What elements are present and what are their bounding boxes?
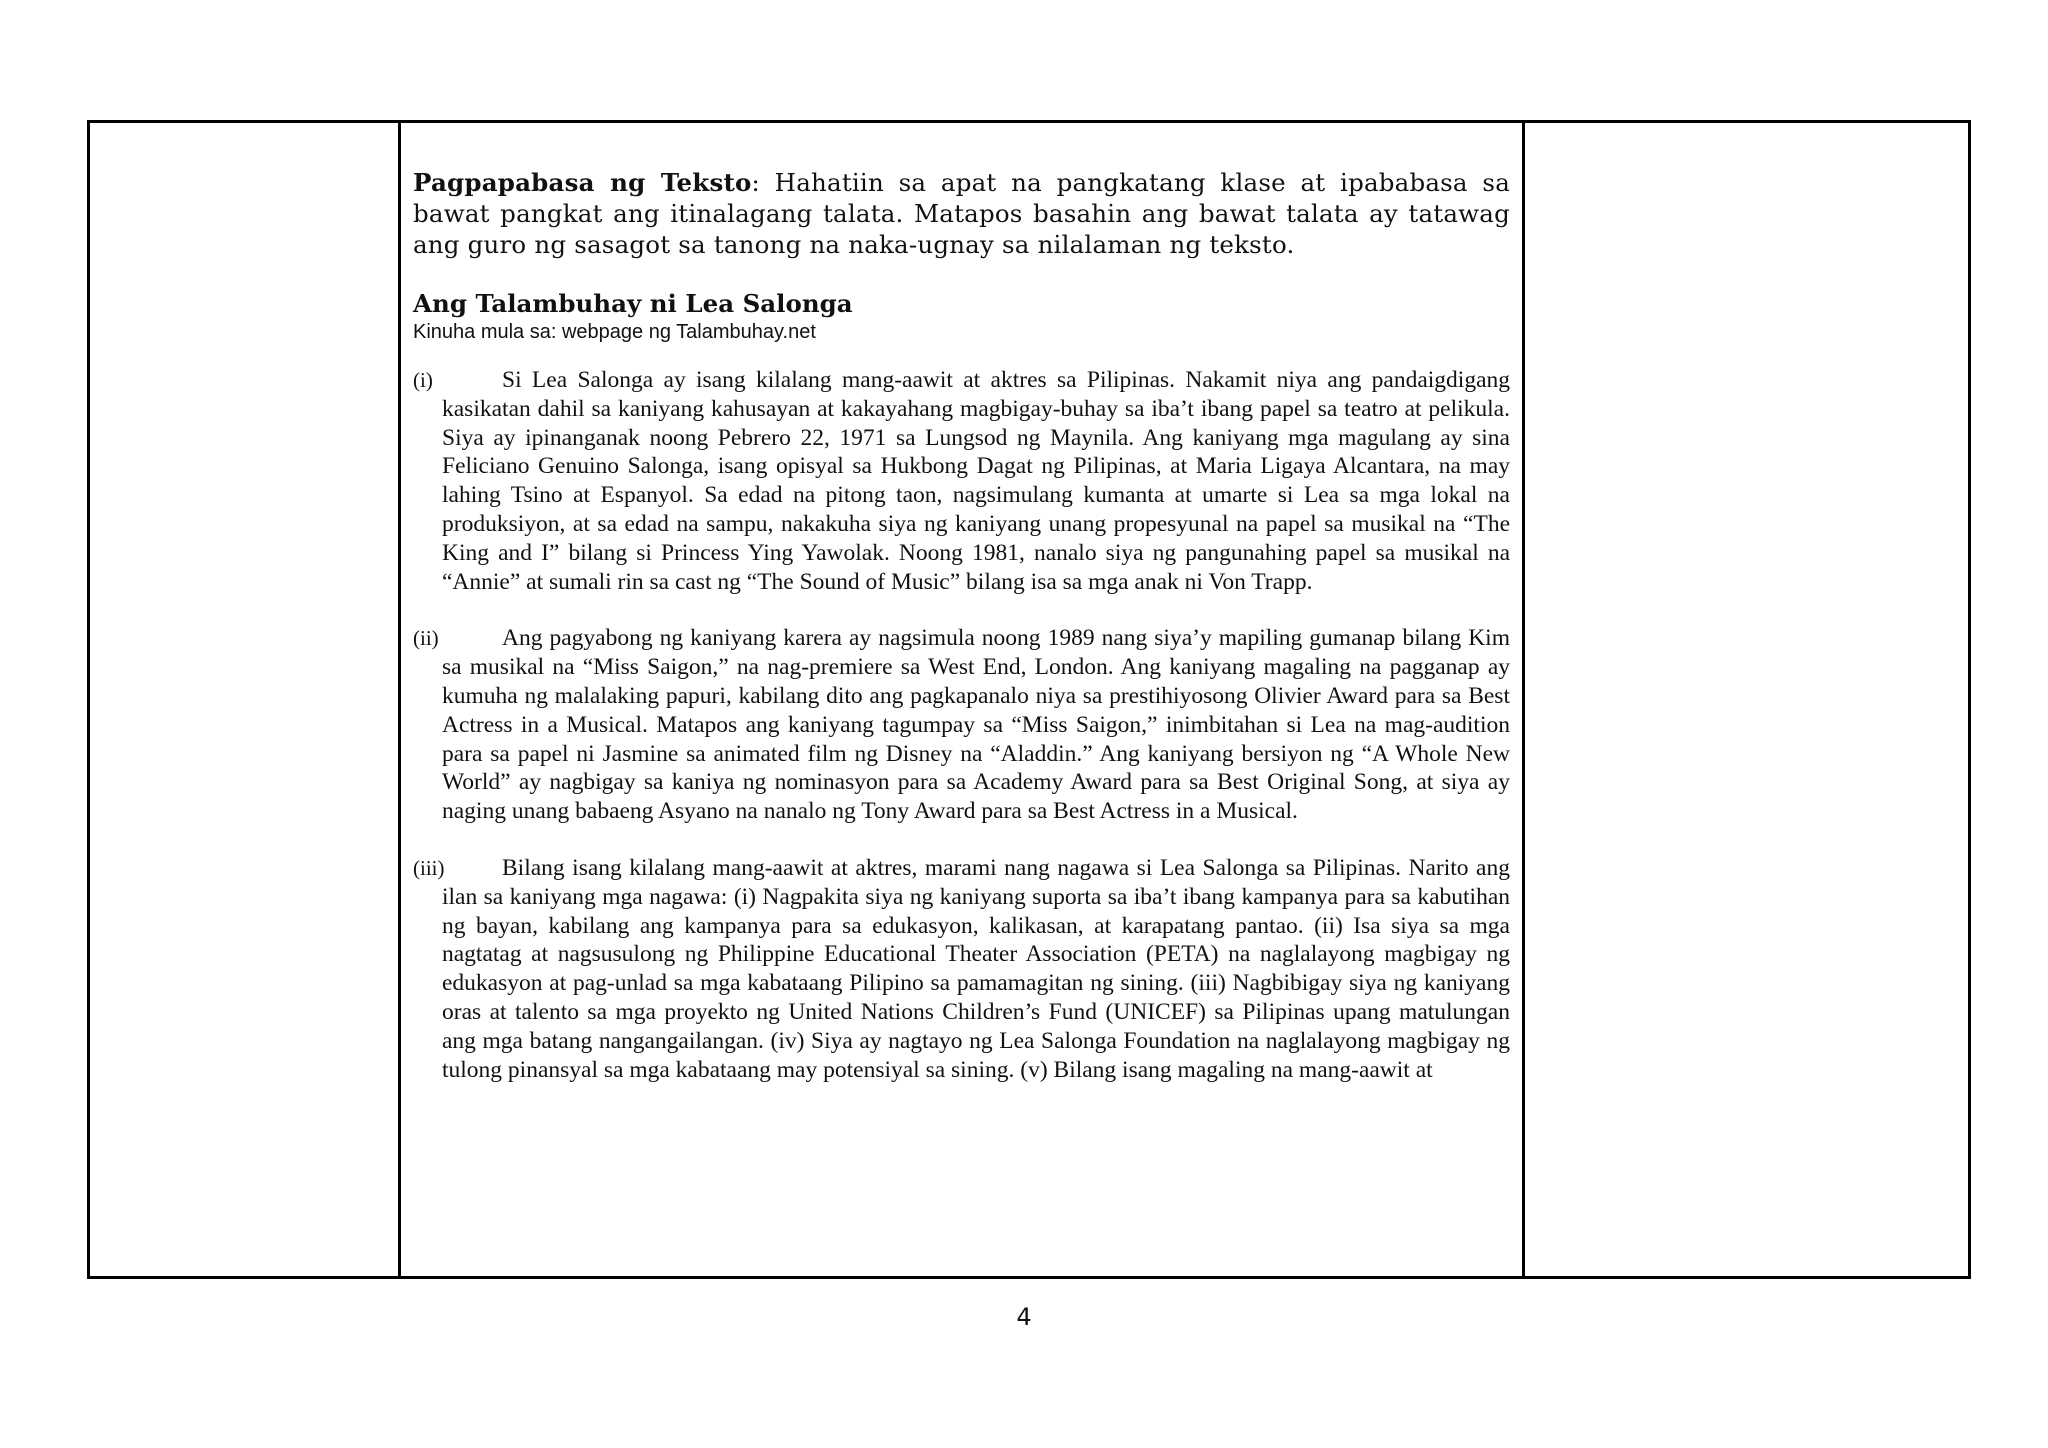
paragraph-i [413,366,1510,596]
paragraph-number: (iii) [413,855,445,880]
instructions-label: Pagpapabasa ng Teksto [413,168,752,197]
right-column [1525,123,1968,1276]
paragraph-text: Si Lea Salonga ay isang kilalang mang-aawit at aktres sa Pilipinas. Nakamit niya ang pandaigdigang kasikatan dahil sa kaniyang kahusayan at kakayahang magbigay-buhay sa iba’t ibang papel sa teatro at pelikula. Siya ay ipinanganak noong Pebrero 22, 1971 sa Lungsod ng Maynila. Ang kaniyang mga magulang ay sina Feliciano Genuino Salonga, isang opisyal sa Hukbong Dagat ng Pilipinas, at Maria Ligaya Alcantara, na may lahing Tsino at Espanyol. Sa edad na pitong taon, nagsimulang kumanta at umarte si Lea sa mga lokal na produksiyon, at sa edad na sampu, nakakuha siya ng kaniyang unang propesyunal na papel sa musikal na “The King and I” bilang si Princess Ying Yawolak. Noong 1981, nanalo siya ng pangunahing papel sa musikal na “Annie” at sumali rin sa cast ng “The Sound of Music” bilang isa sa mga anak ni Von Trapp. [442,367,1510,595]
paragraph-iii [413,854,1510,1084]
instructions-text: : Hahatiin sa apat na pangkatang klase at ipababasa sa bawat pangkat ang itinalagang talata. Matapos basahin ang bawat talata ay tatawag ang guro ng sasagot sa tanong na naka-ugnay sa nilalaman ng teksto. [413,168,1510,259]
paragraph-text: Ang pagyabong ng kaniyang karera ay nagsimula noong 1989 nang siya’y mapiling gumanap bilang Kim sa musikal na “Miss Saigon,” na nag-premiere sa West End, London. Ang kaniyang magaling na pagganap ay kumuha ng malalaking papuri, kabilang dito ang pagkapanalo niya sa prestihiyosong Olivier Award para sa Best Actress in a Musical. Matapos ang kaniyang tagumpay sa “Miss Saigon,” inimbitahan si Lea na mag-audition para sa papel ni Jasmine sa animated film ng Disney na “Aladdin.” Ang kaniyang bersiyon ng “A Whole New World” ay nagbigay sa kaniya ng nominasyon para sa Academy Award para sa Best Original Song, at siya ay naging unang babaeng Asyano na nanalo ng Tony Award para sa Best Actress in a Musical. [442,625,1510,825]
content-column [401,123,1525,1276]
article-source: Kinuha mula sa: webpage ng Talambuhay.net [413,321,816,343]
paragraph-text: Bilang isang kilalang mang-aawit at aktres, marami nang nagawa si Lea Salonga sa Pilipinas. Narito ang ilan sa kaniyang mga nagawa: (i) Nagpakita siya ng kaniyang suporta sa iba’t ibang kampanya para sa kabutihan ng bayan, kabilang ang kampanya para sa edukasyon, kalikasan, at karapatang pantao. (ii) Isa siya sa mga nagtatag at nagsusulong ng Philippine Educational Theater Association (PETA) na naglalayong magbigay ng edukasyon at pag-unlad sa mga kabataang Pilipino sa pamamagitan ng sining. (iii) Nagbibigay siya ng kaniyang oras at talento sa mga proyekto ng United Nations Children’s Fund (UNICEF) sa Pilipinas upang matulungan ang mga batang nangangailangan. (iv) Siya ay nagtayo ng Lea Salonga Foundation na naglalayong magbigay ng tulong pinansyal sa mga kabataang may potensiyal sa sining. (v) Bilang isang magaling na mang-aawit at [442,854,1510,1083]
instructions [413,167,1510,260]
paragraph-ii [413,624,1510,826]
page-number: 4 [1016,1303,1032,1331]
left-column [90,123,401,1276]
paragraph-number: (i) [413,368,433,392]
lesson-table [87,120,1971,1279]
article-title: Ang Talambuhay ni Lea Salonga [413,289,853,318]
paragraph-number: (ii) [413,626,439,651]
